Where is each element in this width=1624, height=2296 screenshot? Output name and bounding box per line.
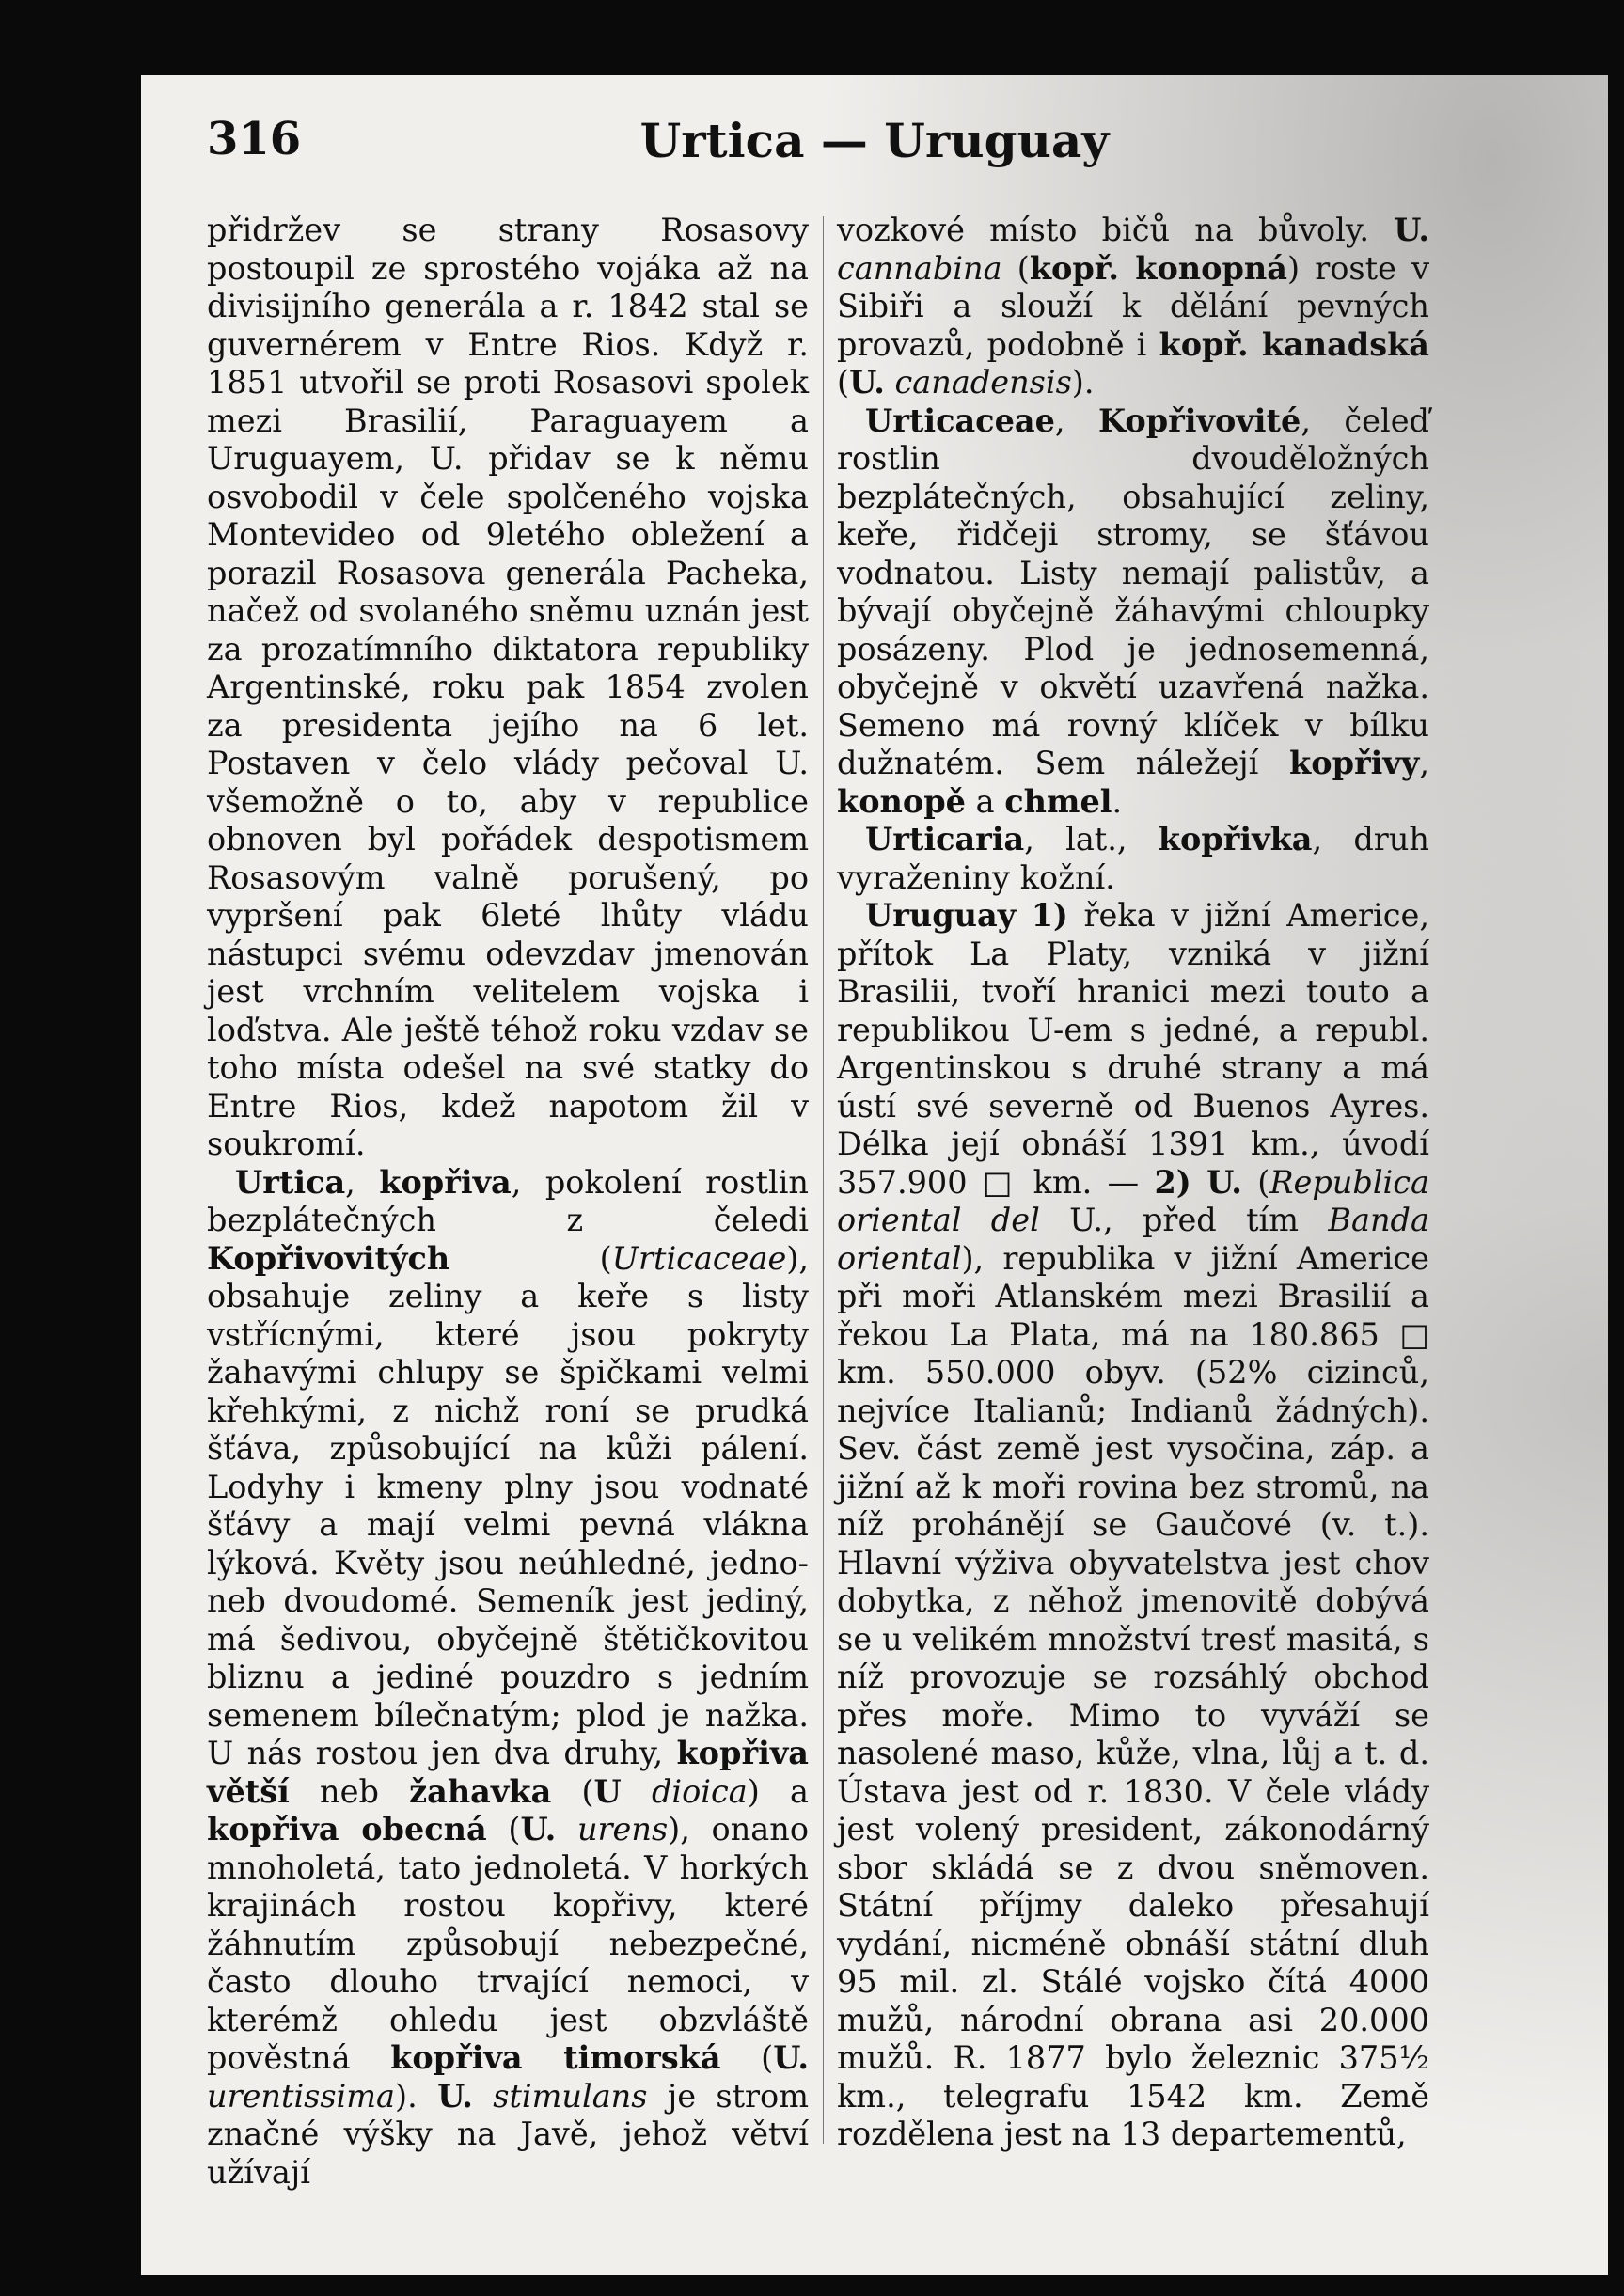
page-number: 316 — [207, 113, 302, 165]
right-column — [837, 212, 1429, 2154]
column-divider — [823, 216, 824, 2144]
headword-urticaria: Urticaria — [865, 821, 1025, 857]
headword-urtica: Urtica — [235, 1163, 346, 1201]
square-symbol-icon: □ — [982, 1163, 1018, 1201]
left-column — [207, 212, 809, 2192]
headword-urticaceae: Urticaceae — [865, 401, 1055, 439]
entry-urticaria: Urticaria, lat., kopřivka, druh vyraženiny kožní. — [837, 821, 1429, 896]
entry-urtica-continued: vozkové místo bičů na bůvoly. U. cannabina (kopř. konopná) roste v Sibiři a slouží k dělání pevných provazů, podobně i kopř. kanadská (U. canadensis). — [837, 212, 1429, 401]
dictionary-page — [141, 75, 1608, 2275]
entry-urticaceae: Urticaceae, Kopřivovité, čeleď rostlin dvouděložných bezplátečných, obsahující zeliny, keře, řidčeji stromy, se šťávou vodnatou. Listy nemají palistův, a bývají obyčejně žáhavými chloupky posázeny. Plod je jednosemenná, obyčejně v okvětí uzavřená nažka. Semeno má rovný klíček v bílku dužnatém. Sem náležejí kopřivy, konopě a chmel. — [837, 401, 1429, 820]
entry-uruguay: Uruguay 1) řeka v jižní Americe, přítok La Platy, vzniká v jižní Brasilii, tvoří hranici mezi touto a republikou U-em s jedné, a republ. Argentinskou s druhé strany a má ústí své severně od Buenos Ayres. Délka její obnáší 1391 km., úvodí 357.900 □ km. — 2) U. (Republica oriental del U., před tím Banda oriental), republika v jižní Americe při moři Atlanském mezi Brasilií a řekou La Plata, má na 180.865 □ km. 550.000 obyv. (52% cizinců, nejvíce Italianů; Indianů žádných). Sev. část země jest vysočina, záp. a jižní až k moři rovina bez stromů, na níž prohánějí se Gaučové (v. t.). Hlavní výživa obyvatelstva jest chov dobytka, z něhož jmenovitě dobývá se u velikém množství tresť masitá, s níž provozuje se rozsáhlý obchod přes moře. Mimo to vyváží se nasolené maso, kůže, vlna, lůj a t. d. Ústava jest od r. 1830. V čele vlády jest volený president, zákonodárný sbor skládá se z dvou sněmoven. Státní příjmy daleko přesahují vydání, nicméně obnáší státní dluh 95 mil. zl. Stálé vojsko čítá 4000 mužů, národní obrana asi 20.000 mužů. R. 1877 bylo železnic 375½ km., telegrafu 1542 km. Země rozdělena jest na 13 departementů, — [837, 897, 1430, 2152]
entry-urtica: Urtica, kopřiva, pokolení rostlin bezplátečných z čeledi Kopřivovitých (Urticaceae), obsahuje zeliny a keře s listy vstřícnými, které jsou pokryty žahavými chlupy se špičkami velmi křehkými, z nichž roní se prudká šťáva, způsobující na kůži pálení. Lodyhy i kmeny plny jsou vodnaté šťávy a mají velmi pevná vlákna lýková. Květy jsou neúhledné, jedno- neb dvoudomé. Semeník jest jediný, má šedivou, obyčejně štětičkovitou bliznu a jediné pouzdro s jedním semenem bílečnatým; plod je nažka. U nás rostou jen dva druhy, kopřiva větší neb žahavka (U dioica) a kopřiva obecná (U. urens), onano mnoholetá, tato jednoletá. V horkých krajinách rostou kopřivy, které žáhnutím způsobují nebezpečné, často dlouho trvající nemoci, v kterémž ohledu jest obzvláště pověstná kopřiva timorská (U. urentissima). U. stimulans je strom značné výšky na Javě, jehož větví užívají — [207, 1163, 810, 2191]
square-symbol-icon: □ — [1399, 1315, 1429, 1353]
running-title: Urtica — Uruguay — [639, 113, 1110, 168]
headword-uruguay: Uruguay — [865, 897, 1017, 934]
entry-continuation: přidržev se strany Rosasovy postoupil ze sprostého vojáka až na divisijního generála a r. 1842 stal se guvernérem v Entre Rios. Když r. 1851 utvořil se proti Rosasovi spolek mezi Brasilií, Paraguayem a Uruguayem, U. přidav se k němu osvobodil v čele spolčeného vojska Montevideo od 9letého obležení a porazil Rosasova generála Pacheka, načež od svolaného sněmu uznán jest za prozatímního diktatora republiky Argentinské, roku pak 1854 zvolen za presidenta jejího na 6 let. Postaven v čelo vlády pečoval U. všemožně o to, aby v republice obnoven byl pořádek despotismem Rosasovým valně porušený, po vypršení pak 6leté lhůty vládu nástupci svému odevzdav jmenován jest vrchním velitelem vojska i loďstva. Ale ještě téhož roku vzdav se toho místa odešel na své statky do Entre Rios, kdež napotom žil v soukromí. — [207, 212, 809, 1162]
page-header — [197, 113, 1552, 179]
